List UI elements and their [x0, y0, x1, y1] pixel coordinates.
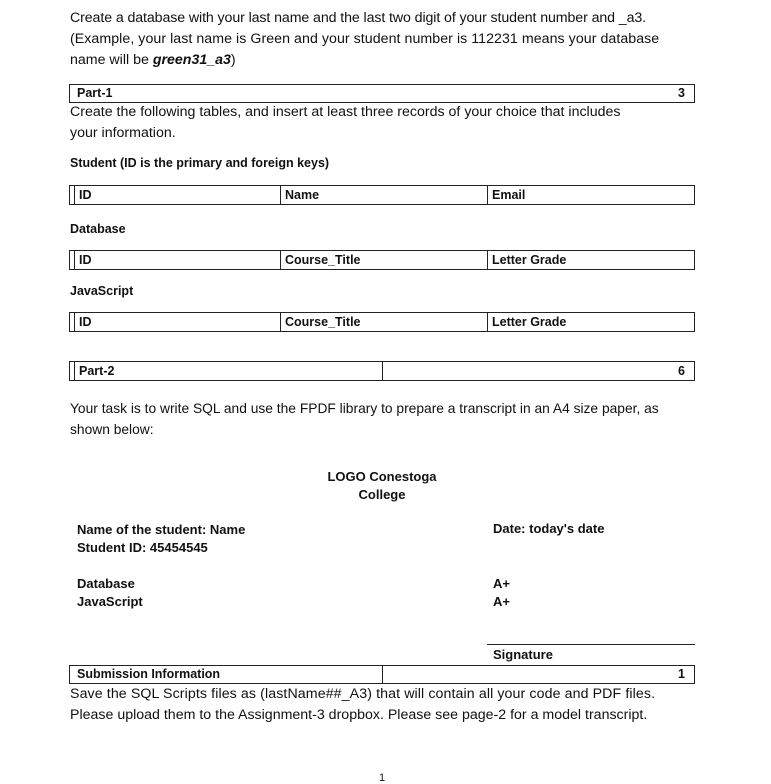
database-table-divider-3 [487, 250, 488, 270]
intro-line-3 [70, 50, 710, 71]
submission-points: 1 [678, 667, 685, 681]
intro-line-2: (Example, your last name is Green and your student number is 112231 means your database [70, 31, 660, 47]
javascript-table-title: JavaScript [70, 284, 134, 298]
intro-line-3-suffix: ) [230, 52, 236, 68]
signature-line [487, 644, 695, 645]
javascript-table-divider-3 [487, 312, 488, 332]
student-col-email: Email [492, 188, 526, 202]
part2-label: Part-2 [79, 364, 115, 378]
part2-desc-line-2: shown below: [70, 422, 154, 437]
part1-description [70, 102, 710, 144]
course-name-2: JavaScript [77, 594, 143, 609]
student-col-name: Name [285, 188, 320, 202]
database-table [69, 250, 695, 270]
example-db-name: green31_a3 [152, 52, 231, 68]
course-grade-2: A+ [493, 594, 510, 609]
database-col-letter-grade: Letter Grade [492, 253, 567, 267]
student-id-line: Student ID: 45454545 [77, 540, 208, 555]
intro-paragraph [70, 8, 710, 71]
database-table-title: Database [70, 222, 126, 236]
submission-line-2: Please upload them to the Assignment-3 dropbox. Please see page-2 for a model transcript. [70, 707, 648, 723]
javascript-table-divider-2 [280, 312, 281, 332]
signature-label: Signature [493, 647, 553, 662]
student-table-title: Student (ID is the primary and foreign keys) [70, 156, 330, 170]
part2-desc-line-1: Your task is to write SQL and use the FPDF library to prepare a transcript in an A4 size paper, as [70, 401, 659, 416]
part1-desc-line-2: your information. [70, 125, 176, 141]
logo-line-2: College [358, 487, 406, 502]
page-number: 1 [379, 772, 386, 784]
course-name-1: Database [77, 576, 135, 591]
submission-text [70, 684, 710, 726]
javascript-table [69, 312, 695, 332]
javascript-col-course-title: Course_Title [285, 315, 361, 329]
part1-points: 3 [678, 86, 685, 100]
part2-divider-2 [382, 361, 383, 381]
javascript-table-divider-1 [74, 312, 75, 332]
intro-line-1: Create a database with your last name and the last two digit of your student number and _a3. [70, 10, 646, 26]
part2-divider-1 [74, 361, 75, 381]
database-table-divider-1 [74, 250, 75, 270]
javascript-col-id: ID [79, 315, 92, 329]
student-table-divider-2 [280, 185, 281, 205]
submission-label: Submission Information [77, 667, 221, 681]
transcript-date: Date: today's date [493, 521, 605, 536]
student-table-divider-1 [74, 185, 75, 205]
database-table-divider-2 [280, 250, 281, 270]
student-info [77, 521, 245, 557]
part2-description [70, 398, 710, 440]
part2-points: 6 [678, 364, 685, 378]
submission-line-1: Save the SQL Scripts files as (lastName##_A3) that will contain all your code and PDF files. [70, 686, 656, 702]
part1-desc-line-1: Create the following tables, and insert at least three records of your choice that includes [70, 104, 621, 120]
course-grade-1: A+ [493, 576, 510, 591]
database-col-course-title: Course_Title [285, 253, 361, 267]
transcript-logo [322, 468, 442, 504]
student-name-line: Name of the student: Name [77, 522, 246, 537]
part1-label: Part-1 [77, 86, 113, 100]
course-names [77, 575, 143, 611]
part1-header-box [69, 84, 695, 103]
logo-line-1: LOGO Conestoga [327, 469, 437, 484]
student-table [69, 185, 695, 205]
student-table-divider-3 [487, 185, 488, 205]
student-col-id: ID [79, 188, 92, 202]
javascript-col-letter-grade: Letter Grade [492, 315, 567, 329]
submission-divider [382, 665, 383, 684]
intro-line-3-prefix: name will be [70, 52, 153, 68]
course-grades [493, 575, 510, 611]
database-col-id: ID [79, 253, 92, 267]
